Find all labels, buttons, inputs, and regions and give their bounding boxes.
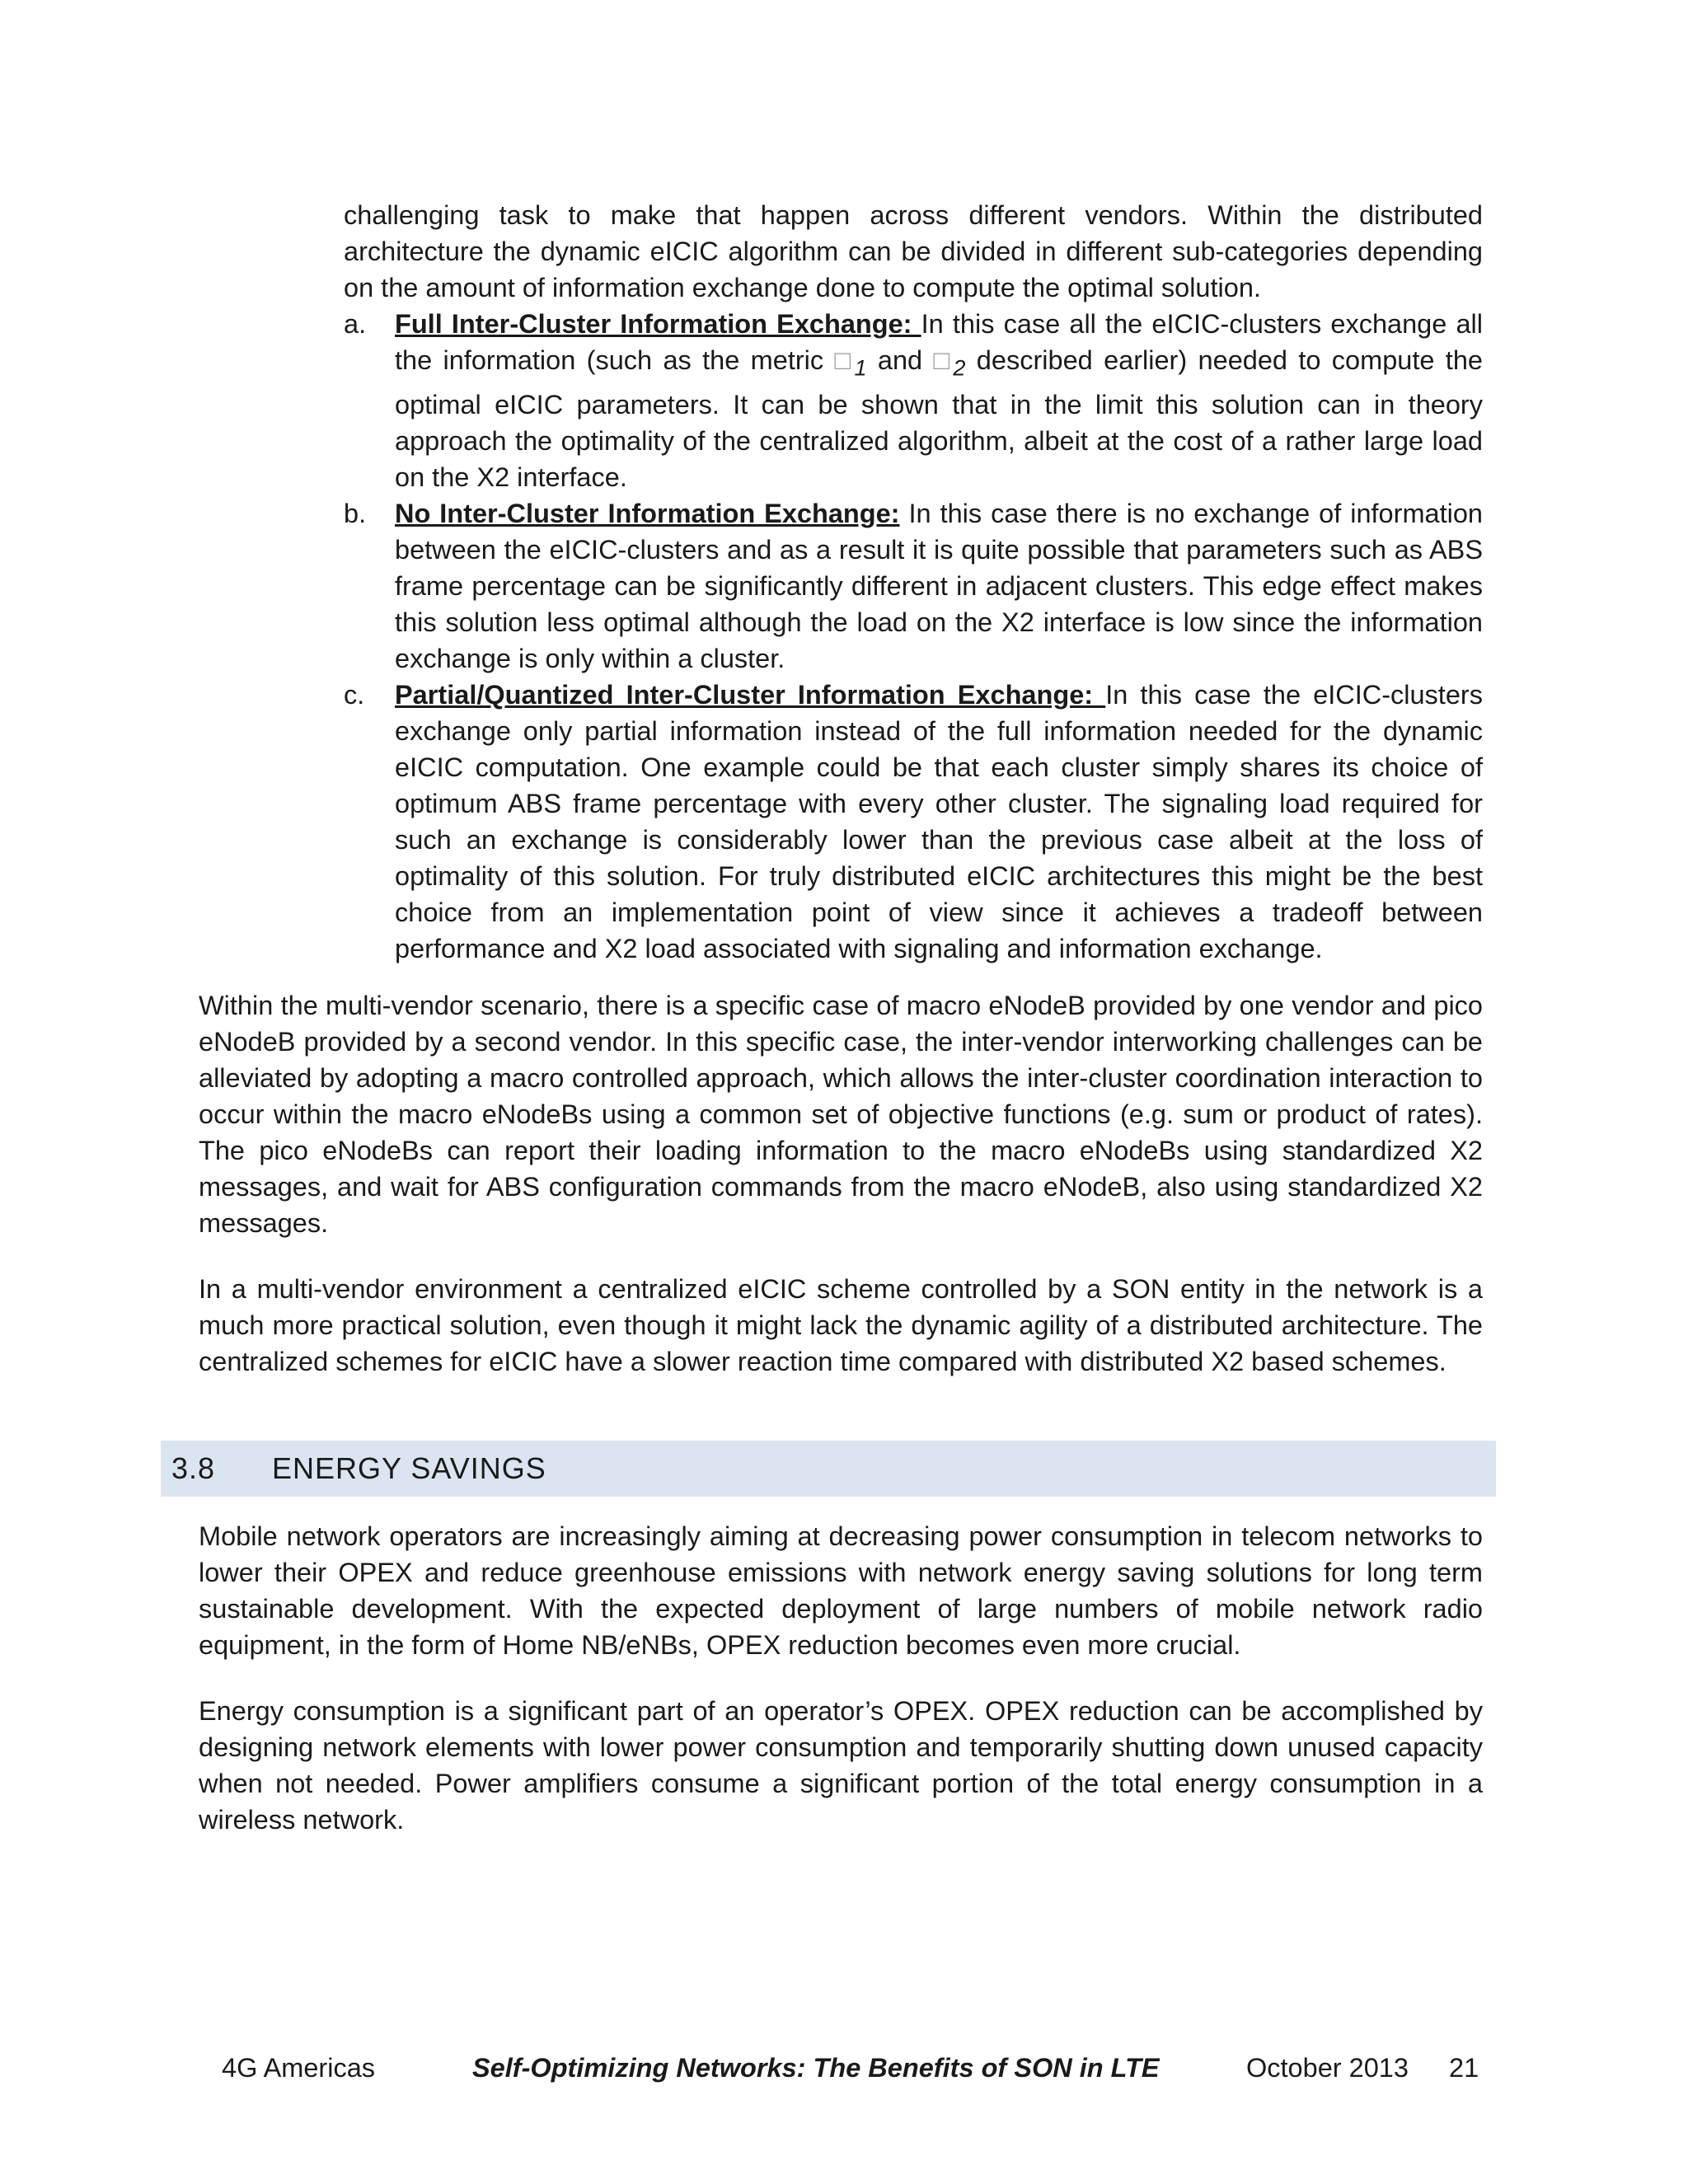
list-item-text: described earlier) needed to compute the optimal eICIC parameters. It can be shown that in the limit this solution can in theory approach the optimality of the centralized algorithm, albeit at the cost of a rather large load on the X2 interface. (395, 345, 1483, 492)
list-item-text: In this case the eICIC-clusters exchange only partial information instead of the full information needed for the dynamic eICIC computation. One example could be that each cluster simply shares its choice of optimum ABS frame percentage with every other cluster. The signaling load required for such an exchange is considerably lower than the previous case albeit at the loss of optimality of this solution. For truly distributed eICIC architectures this might be the best choice from an implementation point of view since it achieves a tradeoff between performance and X2 load associated with signaling and information exchange. (395, 679, 1483, 963)
body-paragraph: Mobile network operators are increasingly aiming at decreasing power consumption in telecom networks to lower their OPEX and reduce greenhouse emissions with network energy saving solutions for long term sustainable development. With the expected deployment of large numbers of mobile network radio equipment, in the form of Home NB/eNBs, OPEX reduction becomes even more crucial. (199, 1521, 1483, 1660)
body-paragraph: Within the multi-vendor scenario, there is a specific case of macro eNodeB provided by one vendor and pico eNodeB provided by a second vendor. In this specific case, the inter-vendor interworking challenges can be alleviated by adopting a macro controlled approach, which allows the inter-cluster coordination interaction to occur within the macro eNodeBs using a common set of objective functions (e.g. sum or product of rates). The pico eNodeBs can report their loading information to the macro eNodeBs using standardized X2 messages, and wait for ABS configuration commands from the macro eNodeB, also using standardized X2 messages. (199, 991, 1483, 1238)
body-paragraph: Energy consumption is a significant part of an operator’s OPEX. OPEX reduction can be accomplished by designing network elements with lower power consumption and temporarily shutting down unused capacity when not needed. Power amplifiers consume a significant portion of the total energy consumption in a wireless network. (199, 1696, 1483, 1835)
list-item-body (395, 495, 1483, 677)
list-item-heading: Full Inter-Cluster Information Exchange: (395, 309, 921, 339)
footer-date: October 2013 (1246, 2053, 1409, 2083)
list-marker: a. (344, 309, 367, 339)
body-paragraph: In a multi-vendor environment a centralized eICIC scheme controlled by a SON entity in the network is a much more practical solution, even though it might lack the dynamic agility of a distributed architecture. The centralized schemes for eICIC have a slower reaction time compared with distributed X2 based schemes. (199, 1274, 1483, 1376)
section-number: 3.8 (171, 1451, 216, 1485)
subscript: 2 (953, 354, 966, 381)
page-number: 21 (1449, 2053, 1479, 2083)
list-marker: c. (344, 679, 365, 710)
missing-glyph-symbol: □ (933, 345, 954, 375)
list-marker: b. (344, 498, 367, 528)
footer-document-title: Self-Optimizing Networks: The Benefits of SON in LTE (472, 2053, 1160, 2083)
list-item-heading: No Inter-Cluster Information Exchange: (395, 498, 900, 528)
section-title: ENERGY SAVINGS (272, 1451, 546, 1485)
list-item (344, 677, 1483, 967)
list-item (344, 495, 1483, 677)
list-item (344, 306, 1483, 495)
list-item-body (395, 677, 1483, 967)
subscript: 1 (854, 354, 867, 381)
section-heading (161, 1441, 1496, 1497)
list-item-heading: Partial/Quantized Inter-Cluster Information Exchange: (395, 679, 1106, 710)
subcategory-list (344, 306, 1483, 967)
list-item-text: In this case all the eICIC-clusters exchange all the information (such as the metric (395, 309, 1483, 375)
intro-paragraph: challenging task to make that happen across different vendors. Within the distributed architecture the dynamic eICIC algorithm can be divided in different sub-categories depending on the amount of information exchange done to compute the optimal solution. (344, 200, 1483, 302)
list-item-text: In this case there is no exchange of information between the eICIC-clusters and as a result it is quite possible that parameters such as ABS frame percentage can be significantly different in adjacent clusters. This edge effect makes this solution less optimal although the load on the X2 interface is low since the information exchange is only within a cluster. (395, 498, 1483, 673)
footer-organization: 4G Americas (222, 2053, 376, 2083)
missing-glyph-symbol: □ (834, 345, 855, 375)
list-item-body (395, 306, 1483, 495)
list-item-text: and (866, 345, 934, 375)
